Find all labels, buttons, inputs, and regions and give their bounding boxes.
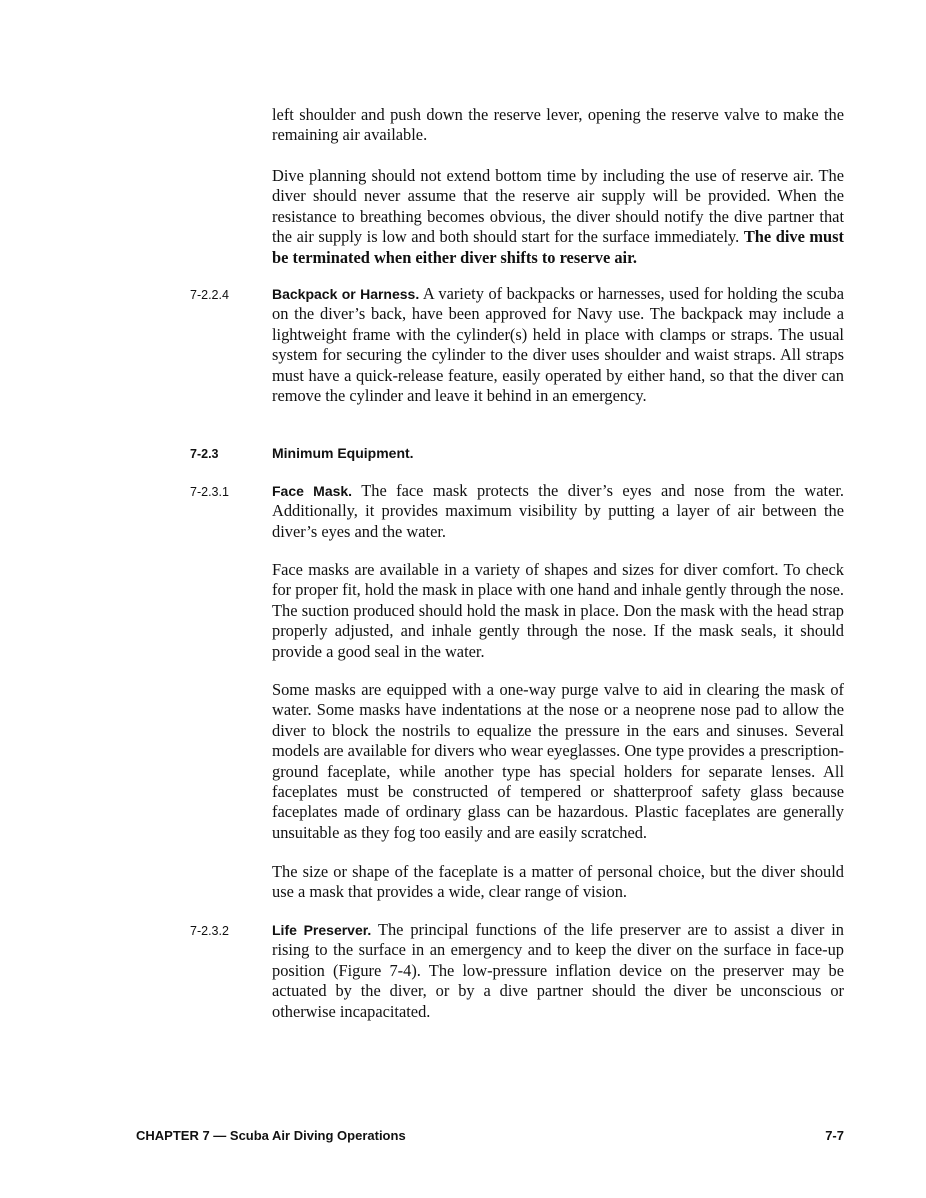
footer-chapter-title: CHAPTER 7 — Scuba Air Diving Operations bbox=[136, 1128, 406, 1143]
paragraph-text: Dive planning should not extend bottom time by including the use of reserve air. The diver should never assume that the reserve air supply will be provided. When the resistance to breathing becomes obvious, the diver should notify the dive partner that the air supply is low and both should start for the surface immediately. bbox=[272, 166, 844, 247]
paragraph-text: The face mask protects the diver’s eyes and nose from the water. Additionally, it provides maximum visibility by putting a layer of air between the diver’s eyes and the water. bbox=[272, 481, 844, 541]
section-heading: Face Mask. bbox=[272, 483, 353, 499]
paragraph-text: The principal functions of the life preserver are to assist a diver in rising to the surface in an emergency and to keep the diver on the surface in face-up position (Figure 7-4). The low-pressure inflation device on the preserver may be actuated by the diver, or by a dive partner should the diver be unconscious or otherwise incapacitated. bbox=[272, 920, 844, 1021]
paragraph-mask-features: Some masks are equipped with a one-way purge valve to aid in clearing the mask of water. Some masks have indentations at the nose or a neoprene nose pad to allow the diver to block the nostrils to equalize the pressure in the ears and sinuses. Several models are available for divers who wear eyeglasses. One type provides a prescription-ground faceplate, while another type has special holders for separate lenses. All faceplates must be constructed of tempered or shatterproof safety glass because faceplates made of ordinary glass can be hazardous. Plastic faceplates are generally unsuitable as they fog too easily and are easily scratched. bbox=[272, 680, 844, 842]
warning-text: The dive must be terminated when either diver shifts to reserve air. bbox=[272, 227, 845, 267]
paragraph-reserve-lever: left shoulder and push down the reserve lever, opening the reserve valve to make the remaining air available. bbox=[272, 105, 844, 145]
paragraph-face-mask bbox=[272, 481, 844, 542]
footer-page-number: 7-7 bbox=[825, 1128, 844, 1143]
section-number-7-2-3-1: 7-2.3.1 bbox=[190, 485, 229, 499]
paragraph-backpack-harness bbox=[272, 284, 844, 406]
section-title-minimum-equipment: Minimum Equipment. bbox=[272, 445, 414, 461]
paragraph-life-preserver bbox=[272, 920, 844, 1022]
section-number-7-2-3: 7-2.3 bbox=[190, 447, 219, 461]
page-footer bbox=[136, 1127, 844, 1145]
section-number-7-2-2-4: 7-2.2.4 bbox=[190, 288, 229, 302]
paragraph-faceplate-choice: The size or shape of the faceplate is a matter of personal choice, but the diver should use a mask that provides a wide, clear range of vision. bbox=[272, 862, 844, 902]
paragraph-mask-fit: Face masks are available in a variety of shapes and sizes for diver comfort. To check for proper fit, hold the mask in place with one hand and inhale gently through the nose. The suction produced should hold the mask in place. Don the mask with the head strap properly adjusted, and inhale gently through the nose. If the mask seals, it should provide a good seal in the water. bbox=[272, 560, 844, 661]
section-heading: Life Preserver. bbox=[272, 922, 372, 938]
paragraph-text: A variety of backpacks or harnesses, used for holding the scuba on the diver’s back, have been approved for Navy use. The backpack may include a lightweight frame with the cylinder(s) held in place with clamps or straps. The usual system for securing the cylinder to the diver uses shoulder and waist straps. All straps must have a quick-release feature, easily operated by either hand, so that the diver can remove the cylinder and leave it behind in an emergency. bbox=[272, 284, 844, 406]
section-number-7-2-3-2: 7-2.3.2 bbox=[190, 924, 229, 938]
section-heading: Backpack or Harness. bbox=[272, 286, 420, 302]
paragraph-dive-planning bbox=[272, 166, 844, 268]
